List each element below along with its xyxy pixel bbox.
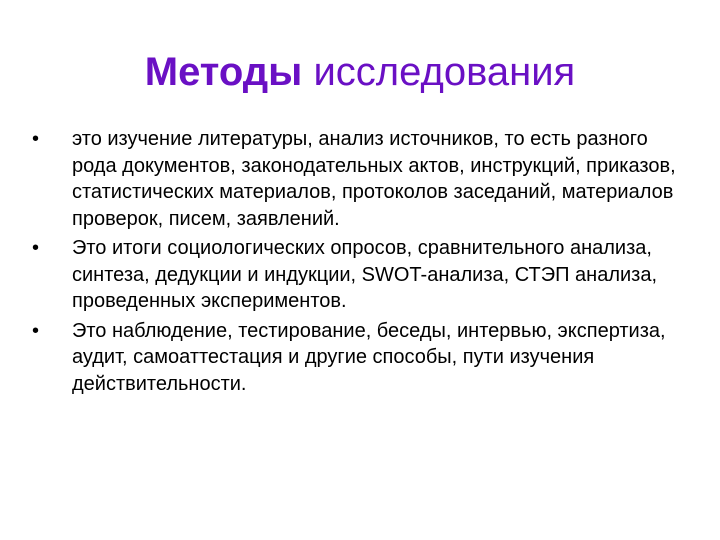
bullet-text: Это наблюдение, тестирование, беседы, интервью, экспертиза, аудит, самоаттестация и другие способы, пути изучения действительности. <box>72 319 666 395</box>
bullet-icon: • <box>32 319 40 342</box>
bullet-icon: • <box>32 128 40 150</box>
bullet-text: это изучение литературы, анализ источников, то есть разного рода документов, законодательных актов, инструкций, приказов, статистических материалов, протоколов заседаний, материалов проверок, писем, заявлений. <box>72 128 676 230</box>
bullet-icon: • <box>32 237 40 259</box>
title-normal-part: исследования <box>302 50 576 94</box>
bullet-list <box>32 126 682 400</box>
bullet-text: Это итоги социологических опросов, сравнительного анализа, синтеза, дедукции и индукции, SWOT-анализа, СТЭП анализа, проведенных экспериментов. <box>72 237 658 312</box>
bullet-item <box>32 318 682 398</box>
bullet-item <box>32 235 682 315</box>
bullet-item <box>32 126 682 232</box>
title-bold-part: Методы <box>144 50 303 94</box>
slide-title <box>0 46 720 98</box>
